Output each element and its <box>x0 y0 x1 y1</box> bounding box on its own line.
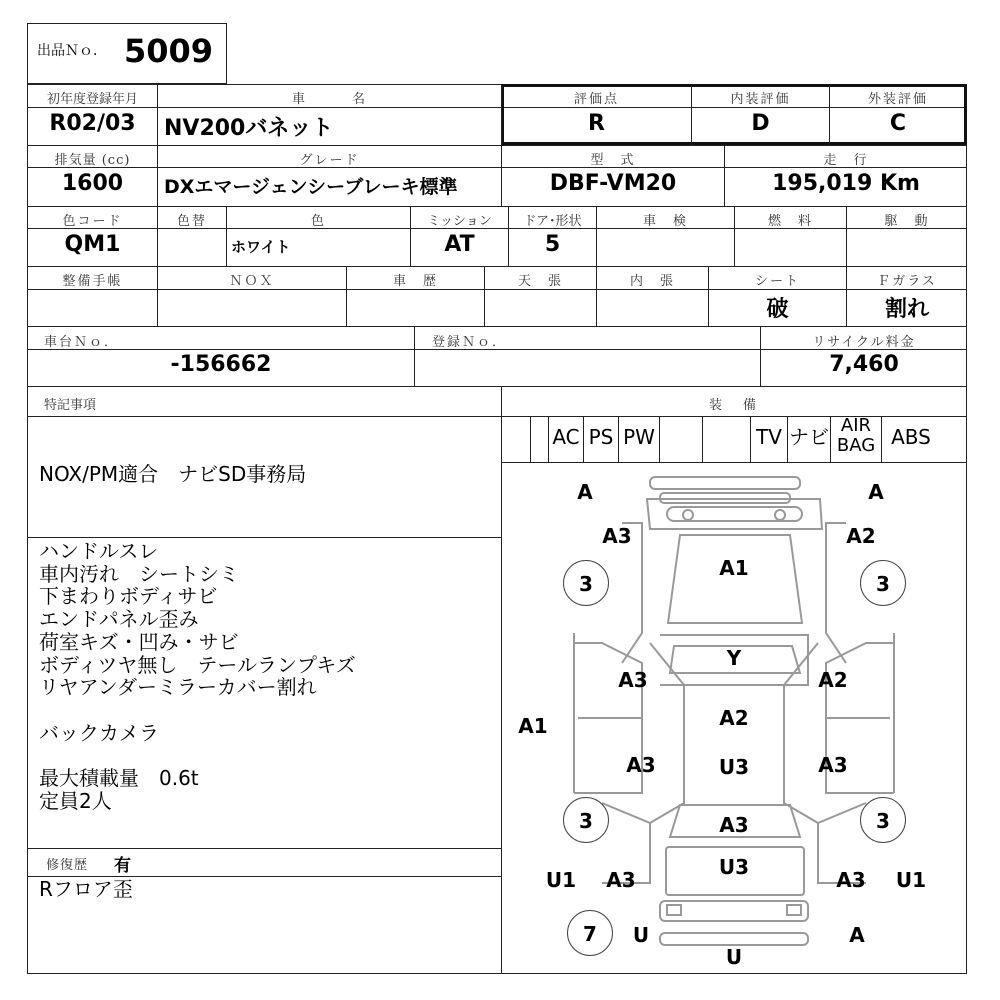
inspection-label: 車 検 <box>642 214 688 229</box>
interior-value: D <box>751 111 770 136</box>
dmg-quarter-right: U1 <box>895 868 927 892</box>
tire-fl: 3 <box>563 560 609 606</box>
score-label: 評価点 <box>573 92 619 107</box>
notes-main: NOX/PM適合 ナビSD事務局 <box>39 462 307 486</box>
dmg-roof-rear: U3 <box>718 755 750 779</box>
notes-label: 特記事項 <box>44 398 97 413</box>
dmg-quarter-left-2: A3 <box>606 868 636 892</box>
equip-ac: AC <box>549 416 584 462</box>
equip-slot-5 <box>703 416 751 462</box>
mission: AT <box>444 232 475 257</box>
repair-label: 修復歴 <box>46 858 89 873</box>
displacement-label: 排気量 (cc) <box>54 153 131 168</box>
equip-pw: PW <box>619 416 660 462</box>
equip-tv: TV <box>751 416 788 462</box>
roof-liner-label: 天 張 <box>517 274 563 289</box>
chassis-label: 車台Ｎｏ． <box>44 335 120 350</box>
equipment-label: 装 備 <box>708 398 760 413</box>
glass-label: Ｆガラス <box>877 274 937 289</box>
maintenance-label: 整備手帳 <box>62 274 123 289</box>
dmg-door-fr: A2 <box>818 668 848 692</box>
interior-label: 内装評価 <box>730 92 791 107</box>
equip-slot-4 <box>660 416 703 462</box>
color-label: 色 <box>310 214 326 229</box>
equip-abs: ABS <box>891 425 931 449</box>
chassis: -156662 <box>170 352 272 377</box>
car-name-label: 車 名 <box>291 92 367 107</box>
repair-value: 有 <box>114 856 131 876</box>
dmg-roof: A2 <box>719 706 749 730</box>
door-label: ドア･形状 <box>523 214 582 229</box>
dmg-windshield: Y <box>726 646 742 670</box>
model: DBF-VM20 <box>549 171 677 196</box>
dmg-quarter-left: U1 <box>545 868 577 892</box>
dmg-front-right: A <box>868 480 884 504</box>
dmg-rear-bumper-right: A <box>849 923 865 947</box>
notes-details: ハンドルスレ 車内汚れ シートシミ 下まわりボディサビ エンドパネル歪み 荷室キズ・凹み・サビ ボディツヤ無し テールランプキズ リヤアンダーミラーカバー割れ バックカメラ 最大積載量 0.6t 定員2人 <box>39 539 356 813</box>
glass: 割れ <box>884 297 929 322</box>
mileage-label: 走 行 <box>823 153 869 168</box>
drive-label: 駆 動 <box>884 214 930 229</box>
recycle: 7,460 <box>829 352 899 377</box>
history-label: 車 歴 <box>392 274 438 289</box>
model-label: 型 式 <box>590 153 636 168</box>
spare-tire: 7 <box>567 910 613 956</box>
inner-liner-label: 内 張 <box>629 274 675 289</box>
lot-number: 5009 <box>124 32 214 70</box>
repair-detail: Rフロア歪 <box>39 877 133 901</box>
nox-label: ＮＯＸ <box>229 274 275 289</box>
dmg-door-rr: A3 <box>818 753 848 777</box>
fuel-label: 燃 料 <box>767 214 813 229</box>
dmg-fender-right: A2 <box>846 524 876 548</box>
car-name: NV200バネット <box>164 116 334 141</box>
door: 5 <box>544 232 561 257</box>
score-value: R <box>588 111 605 136</box>
dmg-quarter-right-2: A3 <box>836 868 866 892</box>
lot-box <box>27 23 227 84</box>
equipment-row <box>530 416 940 462</box>
mileage: 195,019 Km <box>772 171 920 196</box>
regno-label: 登録Ｎｏ． <box>432 335 508 350</box>
equip-airbag: AIR BAG <box>831 416 882 462</box>
lot-label: 出品Ｎｏ． <box>37 43 107 59</box>
exterior-label: 外装評価 <box>867 92 928 107</box>
dmg-rear-bumper: U <box>725 945 743 969</box>
recycle-label: リサイクル料金 <box>812 335 916 350</box>
dmg-door-fl: A3 <box>618 668 648 692</box>
colorcode: QM1 <box>64 232 121 257</box>
mission-label: ミッション <box>427 214 492 229</box>
equip-ps: PS <box>584 416 619 462</box>
dmg-front-left: A <box>577 480 593 504</box>
dmg-door-rl: A3 <box>626 753 656 777</box>
tire-rl: 3 <box>563 797 609 843</box>
reg-date-label: 初年度登録年月 <box>46 92 138 107</box>
dmg-side-left: A1 <box>518 714 548 738</box>
seat-label: シート <box>754 274 800 289</box>
dmg-fender-left: A3 <box>602 524 632 548</box>
dmg-rear-bumper-left: U <box>632 923 650 947</box>
color: ホワイト <box>231 238 291 256</box>
grade-label: グレード <box>299 153 360 168</box>
exterior-value: C <box>889 111 907 136</box>
tire-rr: 3 <box>860 797 906 843</box>
displacement: 1600 <box>61 171 124 196</box>
dmg-tailgate: U3 <box>718 855 750 879</box>
equip-navi: ナビ <box>788 416 831 462</box>
equip-slot-0 <box>530 416 549 462</box>
dmg-rear-glass: A3 <box>719 813 749 837</box>
reg-date: R02/03 <box>49 111 136 136</box>
colorcode-label: 色コード <box>62 214 123 229</box>
seat: 破 <box>766 297 789 322</box>
recolor-label: 色替 <box>176 214 207 229</box>
dmg-hood: A1 <box>719 556 749 580</box>
tire-fr: 3 <box>860 560 906 606</box>
grade: DXエマージェンシーブレーキ標準 <box>164 176 458 198</box>
